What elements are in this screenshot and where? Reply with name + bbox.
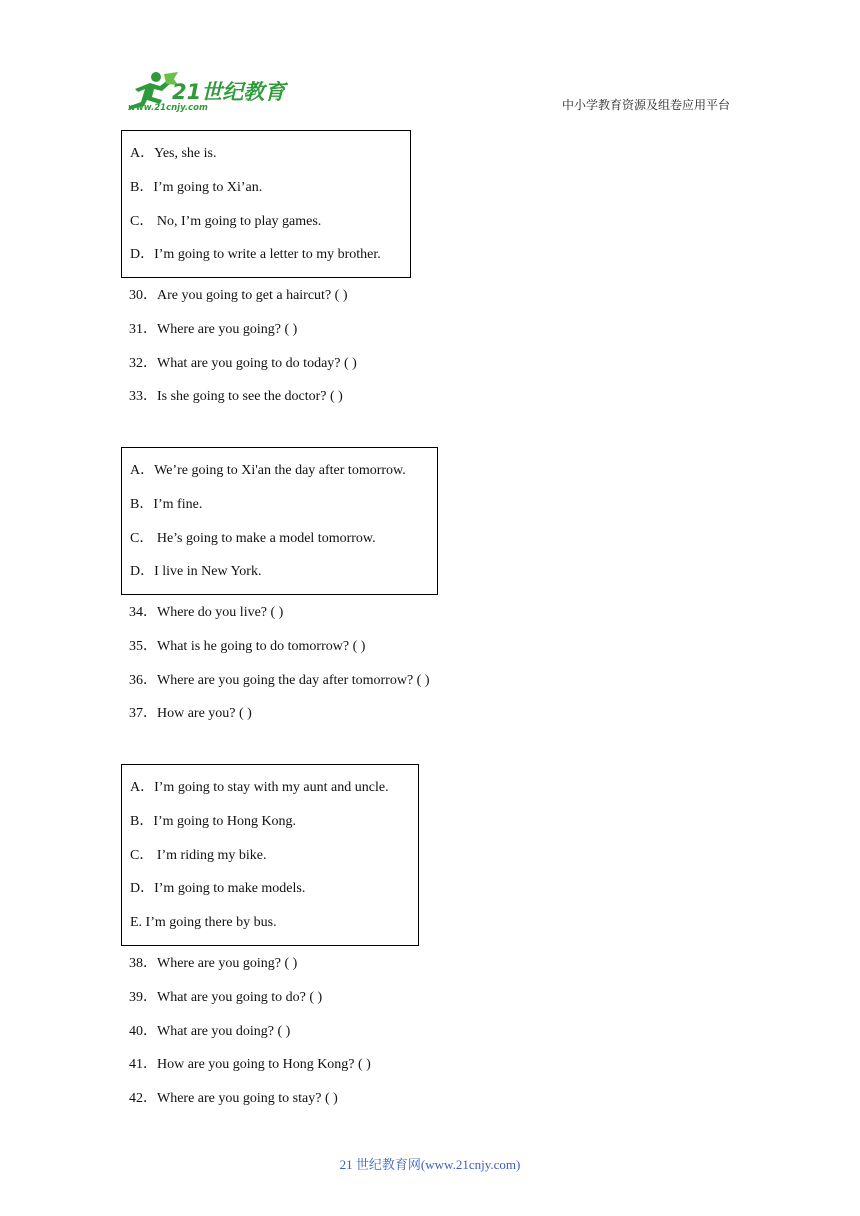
options-box	[121, 447, 438, 595]
option-d: D．I’m going to make models.	[130, 881, 306, 897]
page-footer: 21 世纪教育网(www.21cnjy.com)	[339, 1157, 521, 1172]
option-a: A．I’m going to stay with my aunt and uncle.	[130, 780, 389, 795]
option-b: B．I’m going to Xi’an.	[130, 179, 263, 195]
question-section-3	[121, 764, 419, 1116]
platform-name: 中小学教育资源及组卷应用平台	[561, 98, 730, 112]
option-c: C． He’s going to make a model tomorrow.	[130, 530, 376, 546]
page-header	[120, 70, 740, 118]
question-40: 40．What are you doing? ( )	[129, 1023, 291, 1039]
option-e: E. I’m going there by bus.	[130, 915, 277, 931]
question-33: 33．Is she going to see the doctor? ( )	[129, 389, 343, 405]
logo-url: www.21cnjy.com	[128, 103, 208, 113]
question-37: 37．How are you? ( )	[129, 706, 252, 722]
question-list	[121, 596, 438, 731]
question-41: 41．How are you going to Hong Kong? ( )	[129, 1057, 371, 1073]
question-section-2	[121, 447, 438, 731]
question-section-1	[121, 130, 411, 414]
question-list	[121, 947, 419, 1116]
site-logo	[120, 70, 290, 116]
option-a: A．We’re going to Xi'an the day after tomorrow.	[130, 463, 406, 478]
question-31: 31．Where are you going? ( )	[129, 321, 298, 337]
question-list	[121, 279, 411, 414]
question-35: 35．What is he going to do tomorrow? ( )	[129, 638, 366, 654]
options-box	[121, 130, 411, 278]
option-d: D．I’m going to write a letter to my brother.	[130, 247, 381, 263]
question-42: 42．Where are you going to stay? ( )	[129, 1091, 338, 1107]
options-box	[121, 764, 419, 946]
question-32: 32．What are you going to do today? ( )	[129, 355, 357, 371]
question-38: 38．Where are you going? ( )	[129, 956, 298, 971]
option-c: C． I’m riding my bike.	[130, 847, 267, 863]
option-c: C． No, I’m going to play games.	[130, 213, 322, 229]
question-34: 34．Where do you live? ( )	[129, 605, 284, 620]
option-a: A．Yes, she is.	[130, 146, 217, 161]
question-39: 39．What are you going to do? ( )	[129, 989, 323, 1005]
option-b: B．I’m fine.	[130, 496, 203, 512]
option-b: B．I’m going to Hong Kong.	[130, 813, 297, 829]
question-30: 30．Are you going to get a haircut? ( )	[129, 288, 348, 303]
option-d: D．I live in New York.	[130, 564, 262, 580]
logo-text: 21世纪教育	[172, 80, 286, 104]
question-36: 36．Where are you going the day after tomorrow? ( )	[129, 672, 430, 688]
